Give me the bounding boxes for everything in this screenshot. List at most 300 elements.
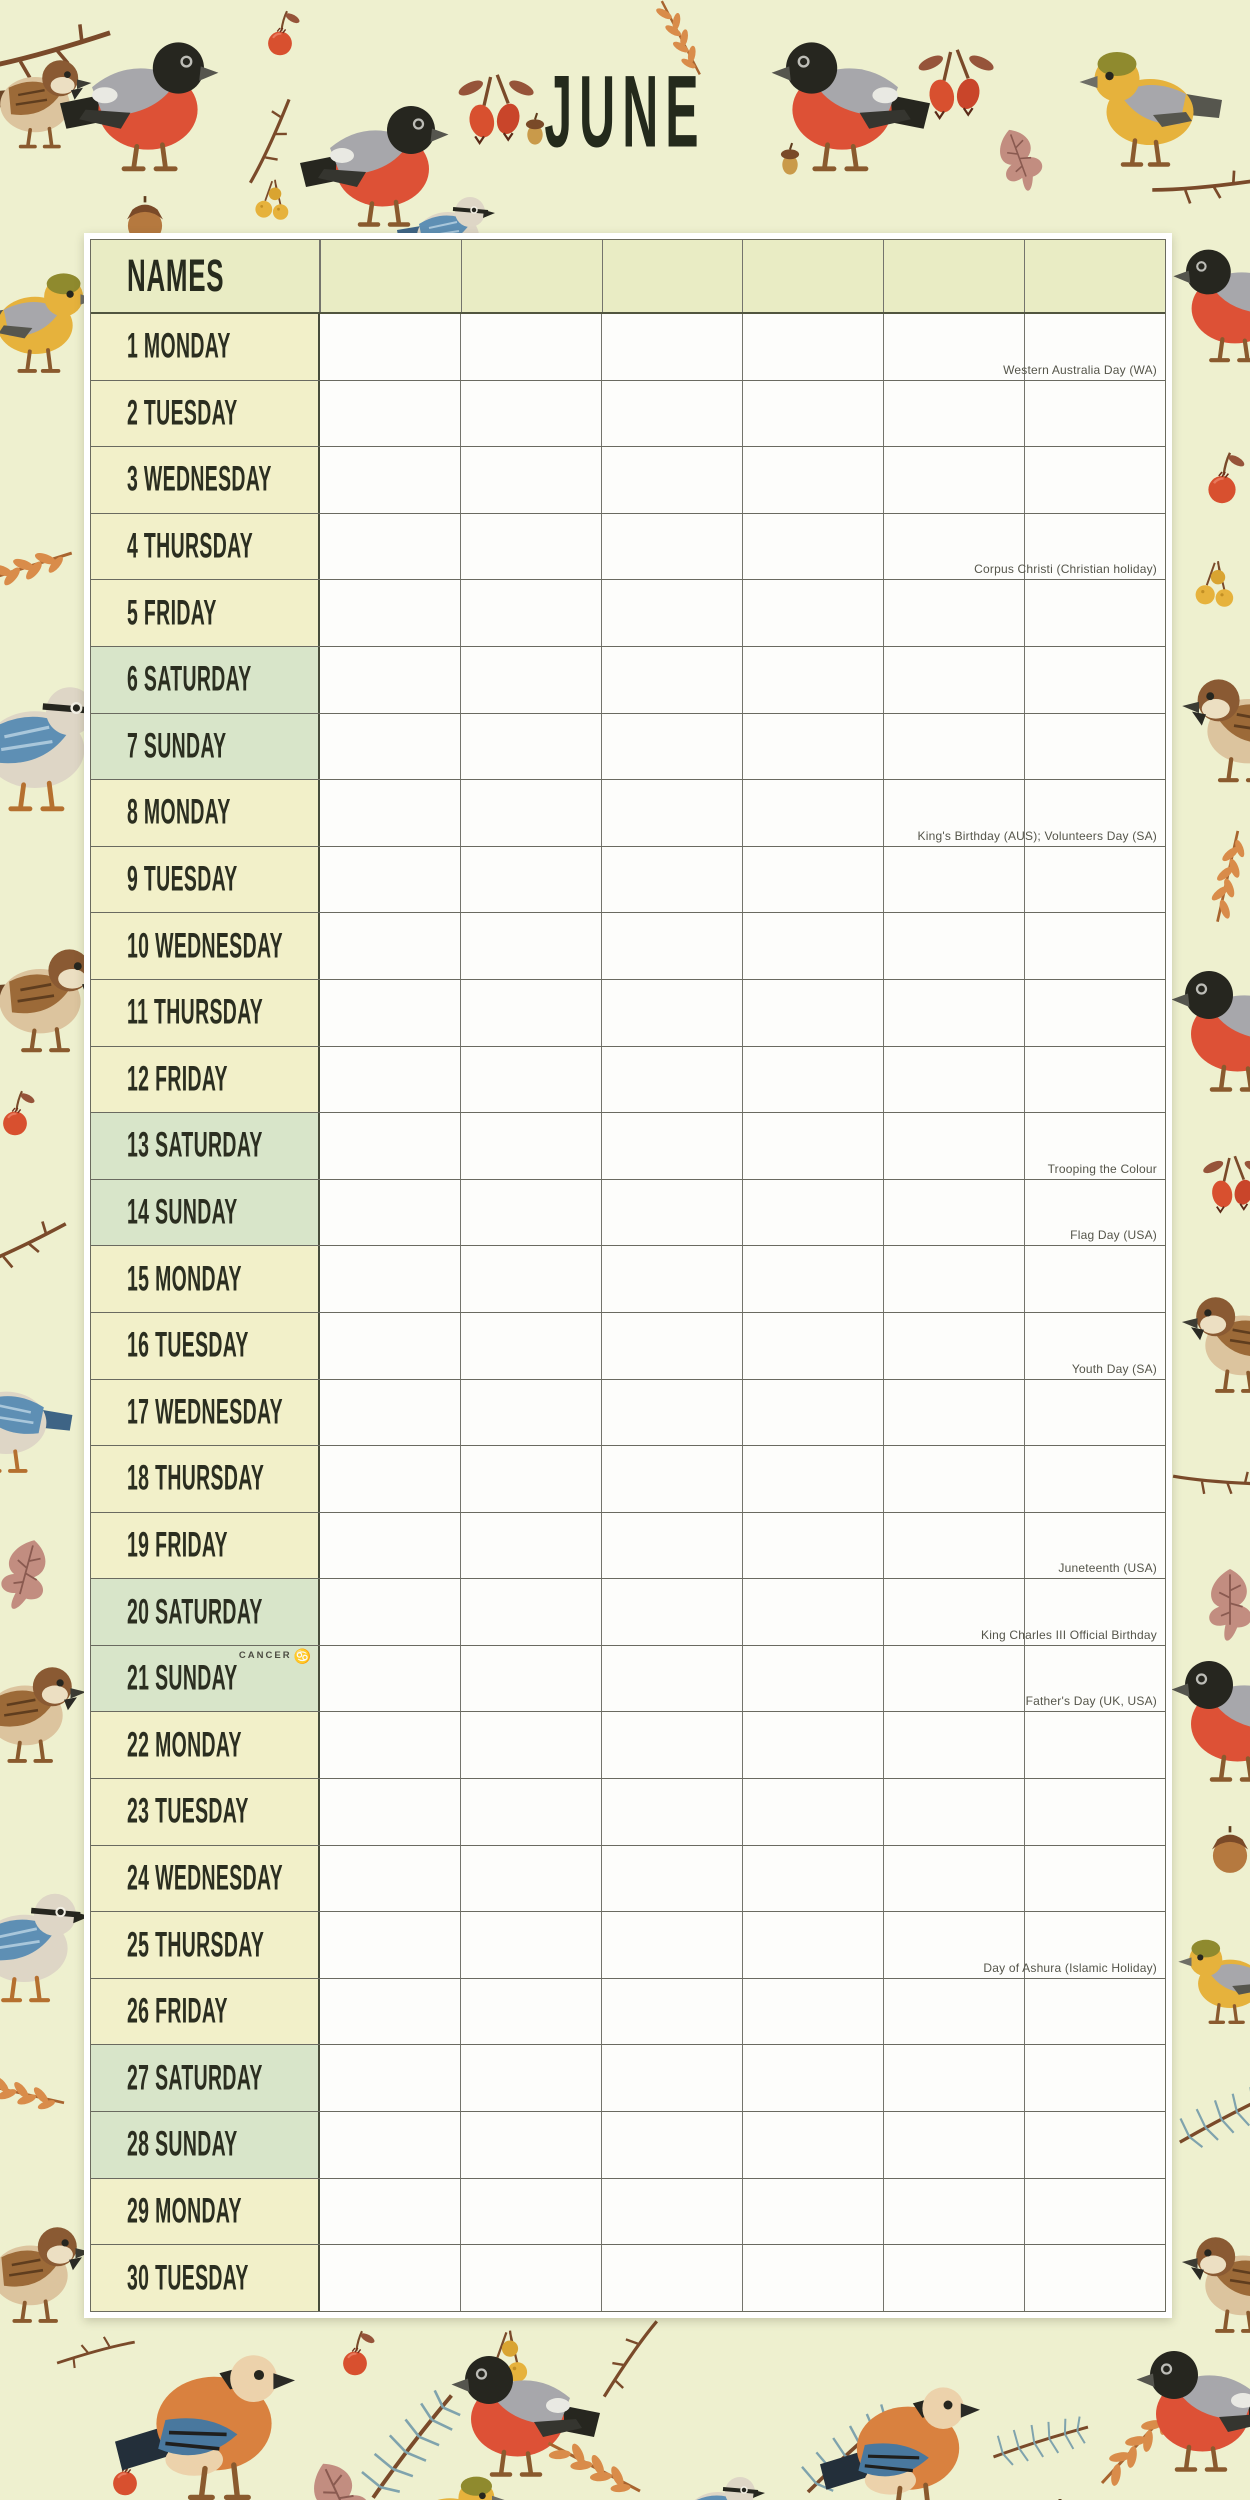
day-label-cell [91,1712,320,1778]
day-label: 23 TUESDAY [127,1791,249,1831]
decor-leaf-rust-icon [1183,831,1250,925]
calendar-row [91,1312,1165,1379]
decor-branch-icon [586,2321,675,2396]
decor-jay-icon [820,2387,980,2500]
day-label-cell [91,1313,320,1379]
day-label-cell [91,780,320,846]
entry-cell [883,1246,1024,1312]
decor-leaf-rust-icon [0,2048,64,2138]
entry-cell [320,1912,460,1978]
entry-cell [601,447,742,513]
day-label-cell [91,2045,320,2111]
decor-sparrow-icon [1182,679,1250,780]
calendar-row [91,1711,1165,1778]
entry-cell [460,514,601,580]
decor-berry-red-icon [3,1091,36,1135]
day-label: 16 TUESDAY [127,1325,249,1365]
entry-cell [460,1446,601,1512]
calendar-row [91,1578,1165,1645]
day-label-cell [91,514,320,580]
entry-cell [460,1579,601,1645]
entry-cell [601,647,742,713]
decor-berries-yellow-icon [255,180,288,220]
holiday-note: Flag Day (USA) [1070,1228,1157,1243]
entry-cell [460,1912,601,1978]
entry-cell [883,580,1024,646]
day-label: 21 SUNDAY [127,1658,238,1698]
day-label: 12 FRIDAY [127,1059,228,1099]
decor-bluebird-icon [0,1894,90,2000]
calendar-row [91,579,1165,646]
calendar-row [91,1379,1165,1446]
entry-cell [742,1180,883,1246]
entry-cell [320,2245,460,2311]
entry-cell [601,1712,742,1778]
entry-cell [742,1246,883,1312]
day-label: 2 TUESDAY [127,393,238,433]
entry-cell [883,913,1024,979]
entry-cell [742,1779,883,1845]
names-header-label: NAMES [127,249,225,301]
decor-branch-icon [1173,1436,1250,1525]
day-label-cell [91,447,320,513]
entry-cell [1024,1380,1165,1446]
entry-cell [320,447,460,513]
entry-cell [460,1979,601,2045]
holiday-note: Day of Ashura (Islamic Holiday) [983,1960,1157,1975]
entry-cell [883,714,1024,780]
entry-cell [320,1579,460,1645]
entry-cell [742,714,883,780]
calendar-row [91,1445,1165,1512]
entry-cell [460,381,601,447]
decor-yellowbird-icon [0,273,96,371]
name-column-header [461,240,602,312]
decor-bullfinch-icon [1173,250,1250,361]
entry-cell [742,1047,883,1113]
entry-cell [742,1513,883,1579]
entry-cell [742,647,883,713]
day-label-cell [91,2245,320,2311]
calendar-row [91,1845,1165,1912]
entry-cell [883,847,1024,913]
entry-cell [460,847,601,913]
day-label: 9 TUESDAY [127,859,238,899]
decor-leaf-pink-icon [1209,1569,1250,1641]
decor-acorn-icon [526,113,544,145]
entry-cell [742,1113,883,1179]
entry-cell [320,1180,460,1246]
entry-cell [883,1979,1024,2045]
entry-cell [320,314,460,380]
entry-cell [320,1779,460,1845]
entry-cell [320,1113,460,1179]
day-label: 25 THURSDAY [127,1924,265,1964]
entry-cell [742,1712,883,1778]
entry-cell [601,2045,742,2111]
entry-cell [1024,447,1165,513]
decor-sparrow-icon [1182,2237,1250,2331]
entry-cell [601,1446,742,1512]
calendar-row [91,314,1165,380]
entry-cell [1024,847,1165,913]
decor-rosehip-icon [457,75,536,143]
decor-rosehip-icon [1202,1156,1250,1212]
entry-cell [460,1513,601,1579]
day-label-cell [91,1579,320,1645]
entry-cell [601,847,742,913]
calendar-row [91,1245,1165,1312]
entry-cell [742,1313,883,1379]
decor-leaf-pink-icon [992,123,1049,196]
entry-cell [742,980,883,1046]
entry-cell [320,580,460,646]
decor-branch-icon [57,2320,135,2386]
day-label: 1 MONDAY [127,326,231,366]
calendar-row [91,1778,1165,1845]
decor-acorn-icon [781,143,799,175]
entry-cell [320,1513,460,1579]
day-label: 19 FRIDAY [127,1525,228,1565]
day-label-cell [91,647,320,713]
decor-bullfinch-icon [1137,2351,1250,2470]
day-label-cell [91,314,320,380]
decor-branch-icon [0,1209,66,1282]
entry-cell [1024,1446,1165,1512]
day-label: 4 THURSDAY [127,526,254,566]
entry-cell [1024,1047,1165,1113]
decor-berry-red-icon [268,11,301,55]
entry-cell [601,913,742,979]
calendar-row [91,846,1165,913]
entry-cell [742,580,883,646]
names-header-cell [91,240,320,312]
entry-cell [1024,714,1165,780]
entry-cell [1024,1246,1165,1312]
holiday-note: Trooping the Colour [1047,1161,1157,1176]
entry-cell [742,1579,883,1645]
day-label: 26 FRIDAY [127,1991,228,2031]
calendar-row [91,2178,1165,2245]
day-label-cell [91,381,320,447]
zodiac-label [239,1649,311,1663]
entry-cell [883,2179,1024,2245]
entry-cell [460,314,601,380]
day-label: 15 MONDAY [127,1258,242,1298]
holiday-note: Western Australia Day (WA) [1003,362,1157,377]
entry-cell [883,1047,1024,1113]
decor-hazelnut-icon [1212,1826,1248,1873]
calendar-row [91,646,1165,713]
name-column-header [742,240,883,312]
decor-berry-red-icon [343,2331,376,2375]
decor-bullfinch-icon [772,42,930,168]
zodiac-name: CANCER [238,1650,292,1662]
entry-cell [320,1047,460,1113]
entry-cell [601,514,742,580]
entry-cell [601,1180,742,1246]
calendar-row [91,1911,1165,1978]
calendar-rows [91,314,1165,2311]
entry-cell [1024,647,1165,713]
calendar-row [91,2044,1165,2111]
entry-cell [883,1113,1024,1179]
entry-cell [320,1712,460,1778]
entry-cell [742,2179,883,2245]
day-label: 24 WEDNESDAY [127,1858,283,1898]
day-label-cell [91,1246,320,1312]
day-label-cell [91,1979,320,2045]
decor-leaf-rust-icon [0,518,72,622]
entry-cell [601,1912,742,1978]
entry-cell [601,1246,742,1312]
day-label-cell [91,714,320,780]
entry-cell [460,2045,601,2111]
entry-cell [883,647,1024,713]
day-label-cell [91,1846,320,1912]
day-label: 14 SUNDAY [127,1192,238,1232]
entry-cell [460,1047,601,1113]
entry-cell [320,1846,460,1912]
entry-cell [460,1380,601,1446]
holiday-note: Juneteenth (USA) [1058,1561,1157,1576]
entry-cell [601,1380,742,1446]
entry-cell [742,1846,883,1912]
entry-cell [601,1047,742,1113]
entry-cell [320,1446,460,1512]
entry-cell [1024,1712,1165,1778]
entry-cell [742,1380,883,1446]
entry-cell [320,647,460,713]
entry-cell [883,1313,1024,1379]
decor-bluebird-icon [667,2477,765,2500]
entry-cell [460,1180,601,1246]
entry-cell [460,714,601,780]
day-label: 27 SATURDAY [127,2058,263,2098]
entry-cell [1024,1846,1165,1912]
entry-cell [320,514,460,580]
day-label-cell [91,913,320,979]
day-label: 5 FRIDAY [127,593,217,633]
entry-cell [883,1180,1024,1246]
entry-cell [1024,2045,1165,2111]
entry-cell [883,1513,1024,1579]
calendar-row [91,1645,1165,1712]
entry-cell [320,1979,460,2045]
entry-cell [460,2245,601,2311]
entry-cell [460,2112,601,2178]
calendar-row [91,779,1165,846]
holiday-note: Corpus Christi (Christian holiday) [974,562,1157,577]
calendar-panel [84,233,1172,2318]
day-label: 17 WEDNESDAY [127,1392,283,1432]
decor-bullfinch-icon [60,42,218,168]
entry-cell [883,447,1024,513]
name-column-header [883,240,1024,312]
entry-cell [742,847,883,913]
entry-cell [460,580,601,646]
holiday-note: King's Birthday (AUS); Volunteers Day (SA) [917,828,1157,843]
calendar-row [91,2111,1165,2178]
entry-cell [460,447,601,513]
entry-cell [601,980,742,1046]
entry-cell [601,2245,742,2311]
calendar-row [91,1112,1165,1179]
entry-cell [883,1380,1024,1446]
entry-cell [320,913,460,979]
entry-cell [1024,1979,1165,2045]
day-label-cell [91,580,320,646]
decor-sparrow-icon [0,1667,86,1761]
decor-yellowbird-icon [1080,52,1223,165]
entry-cell [601,1313,742,1379]
decor-yellowbird-icon [1178,1940,1250,2023]
entry-cell [883,1779,1024,1845]
day-label: 6 SATURDAY [127,659,252,699]
day-label: 22 MONDAY [127,1725,242,1765]
entry-cell [1024,913,1165,979]
day-label-cell [91,2112,320,2178]
calendar-row [91,713,1165,780]
page-title: JUNE [544,53,706,169]
entry-cell [320,780,460,846]
entry-cell [1024,381,1165,447]
entry-cell [742,1912,883,1978]
entry-cell [460,1113,601,1179]
day-label: 30 TUESDAY [127,2257,249,2297]
day-label-cell [91,1113,320,1179]
entry-cell [1024,2245,1165,2311]
entry-cell [320,1646,460,1712]
entry-cell [883,2245,1024,2311]
entry-cell [320,980,460,1046]
holiday-note: Youth Day (SA) [1071,1361,1157,1376]
cancer-zodiac-icon: ♋ [293,1647,311,1664]
entry-cell [320,2112,460,2178]
entry-cell [601,2112,742,2178]
entry-cell [742,447,883,513]
day-label-cell [91,1646,320,1712]
entry-cell [742,1979,883,2045]
day-label-cell [91,1047,320,1113]
entry-cell [601,2179,742,2245]
entry-cell [1024,580,1165,646]
day-label: 20 SATURDAY [127,1591,263,1631]
entry-cell [601,1779,742,1845]
day-label-cell [91,1513,320,1579]
entry-cell [742,514,883,580]
calendar-row [91,2244,1165,2311]
entry-cell [460,1712,601,1778]
entry-cell [460,1846,601,1912]
day-label: 13 SATURDAY [127,1125,263,1165]
day-label-cell [91,1446,320,1512]
calendar-row [91,1512,1165,1579]
calendar-row [91,1046,1165,1113]
entry-cell [601,1846,742,1912]
entry-cell [460,1646,601,1712]
day-label: 10 WEDNESDAY [127,925,283,965]
entry-cell [742,1646,883,1712]
entry-cell [601,580,742,646]
day-label: 29 MONDAY [127,2191,242,2231]
entry-cell [320,714,460,780]
entry-cell [460,980,601,1046]
entry-cell [320,847,460,913]
name-column-header [1024,240,1165,312]
entry-cell [320,2045,460,2111]
holiday-note: Father's Day (UK, USA) [1025,1694,1157,1709]
decor-pine-icon [989,2389,1094,2490]
entry-cell [460,1246,601,1312]
decor-bullfinch-icon [1172,1661,1250,1780]
day-label: 11 THURSDAY [127,992,264,1032]
entry-cell [601,1979,742,2045]
entry-cell [742,2245,883,2311]
entry-cell [460,647,601,713]
entry-cell [460,1779,601,1845]
entry-cell [883,2112,1024,2178]
name-column-header [320,240,461,312]
day-label: 18 THURSDAY [127,1458,265,1498]
entry-cell [601,780,742,846]
day-label: 7 SUNDAY [127,726,227,766]
entry-cell [742,913,883,979]
entry-cell [742,314,883,380]
decor-pine-icon [350,2387,471,2499]
entry-cell [883,381,1024,447]
calendar-grid [90,239,1166,2312]
entry-cell [742,780,883,846]
entry-cell [460,1313,601,1379]
decor-jay-icon [115,2355,295,2497]
calendar-row [91,1179,1165,1246]
decor-sparrow-icon [1182,1297,1250,1391]
calendar-row [91,912,1165,979]
day-label-cell [91,847,320,913]
entry-cell [883,2045,1024,2111]
entry-cell [460,780,601,846]
calendar-row [91,1978,1165,2045]
calendar-row [91,513,1165,580]
decor-branch-icon [1152,138,1250,232]
day-label-cell [91,1779,320,1845]
day-label-cell [91,2179,320,2245]
entry-cell [320,1313,460,1379]
entry-cell [742,381,883,447]
header-row [91,240,1165,314]
decor-bluebird-icon [0,1372,72,1471]
decor-berry-red-icon [1208,453,1246,503]
day-label: 8 MONDAY [127,792,231,832]
day-label: 3 WEDNESDAY [127,459,272,499]
entry-cell [742,2112,883,2178]
decor-pine-icon [1175,2063,1250,2164]
decor-leaf-pink-icon [0,1535,55,1615]
entry-cell [320,1380,460,1446]
entry-cell [883,1446,1024,1512]
decor-sparrow-icon [0,2227,91,2321]
entry-cell [601,1113,742,1179]
entry-cell [742,1446,883,1512]
decor-berries-yellow-icon [1196,561,1234,607]
entry-cell [1024,2112,1165,2178]
entry-cell [601,381,742,447]
day-label-cell [91,1380,320,1446]
entry-cell [320,1246,460,1312]
entry-cell [883,1712,1024,1778]
decor-yellowbird-icon [392,2477,506,2500]
